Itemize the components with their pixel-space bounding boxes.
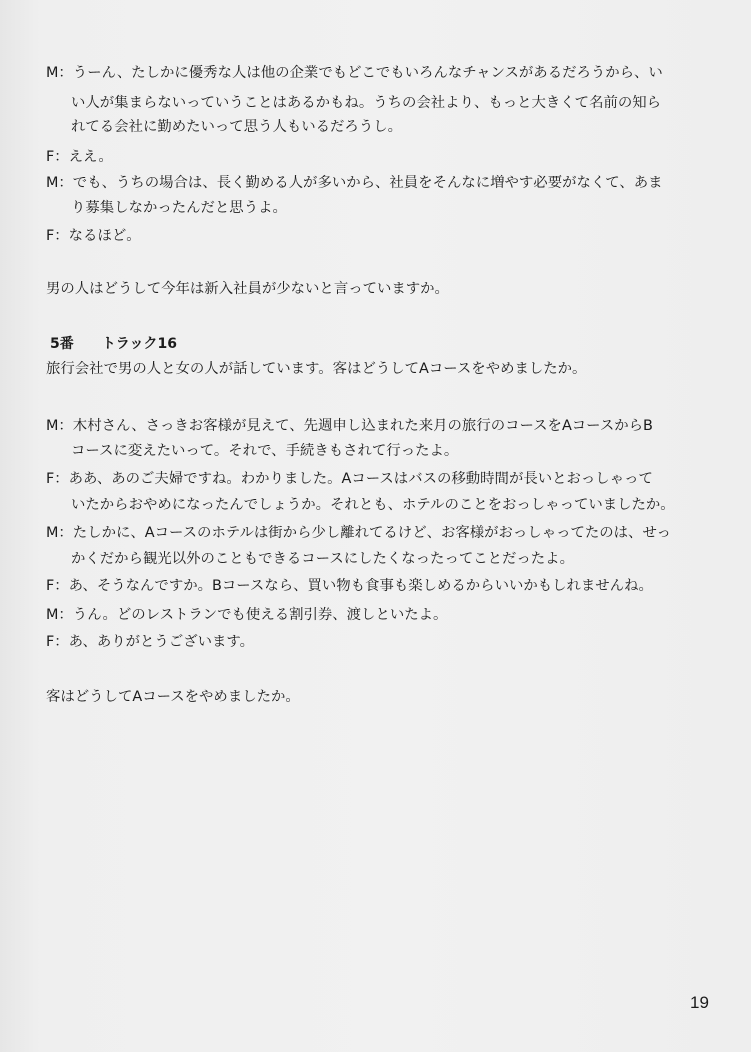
dialogue-2-line-2: コースに変えたいって。それで、手続きもされて行ったよ。 xyxy=(71,443,459,459)
dialogue-2-line-6: かくだから観光以外のこともできるコースにしたくなったってことだったよ。 xyxy=(71,551,574,567)
dialogue-1-line-4: F：ええ。 xyxy=(46,149,113,165)
dialogue-1-line-1: M：うーん、たしかに優秀な人は他の企業でもどこでもいろんなチャンスがあるだろうから、い xyxy=(46,65,663,81)
intro-5: 旅行会社で男の人と女の人が話しています。客はどうしてAコースをやめましたか。 xyxy=(46,361,587,377)
dialogue-1-line-2: い人が集まらないっていうことはあるかもね。うちの会社より、もっと大きくて名前の知ら xyxy=(71,95,662,111)
dialogue-1-line-7: F：なるほど。 xyxy=(46,228,141,244)
track-label: トラック16 xyxy=(101,336,177,352)
section-number: 5番 xyxy=(50,336,74,352)
dialogue-2-line-1: M：木村さん、さっきお客様が見えて、先週申し込まれた来月の旅行のコースをAコースからB xyxy=(46,418,653,434)
dialogue-2-line-8: M：うん。どのレストランでも使える割引券、渡しといたよ。 xyxy=(46,607,448,623)
dialogue-2-line-3: F：ああ、あのご夫婦ですね。わかりました。Aコースはバスの移動時間が長いとおっしゃって xyxy=(46,471,653,487)
section-5-heading xyxy=(50,337,177,351)
dialogue-1-line-6: り募集しなかったんだと思うよ。 xyxy=(71,200,287,216)
dialogue-2-line-7: F：あ、そうなんですか。Bコースなら、買い物も食事も楽しめるからいいかもしれませんね。 xyxy=(46,578,653,594)
question-2: 客はどうしてAコースをやめましたか。 xyxy=(46,689,300,705)
page-number: 19 xyxy=(690,993,709,1012)
dialogue-2-line-4: いたからおやめになったんでしょうか。それとも、ホテルのことをおっしゃっていましたか。 xyxy=(71,497,675,513)
dialogue-2-line-9: F：あ、ありがとうございます。 xyxy=(46,634,255,650)
dialogue-1-line-5: M：でも、うちの場合は、長く勤める人が多いから、社員をそんなに増やす必要がなくて、あま xyxy=(46,175,663,191)
dialogue-1-line-3: れてる会社に勤めたいって思う人もいるだろうし。 xyxy=(71,119,402,135)
question-1: 男の人はどうして今年は新入社員が少ないと言っていますか。 xyxy=(46,281,449,297)
dialogue-2-line-5: M：たしかに、Aコースのホテルは街から少し離れてるけど、お客様がおっしゃってたのは、せっ xyxy=(46,525,671,541)
